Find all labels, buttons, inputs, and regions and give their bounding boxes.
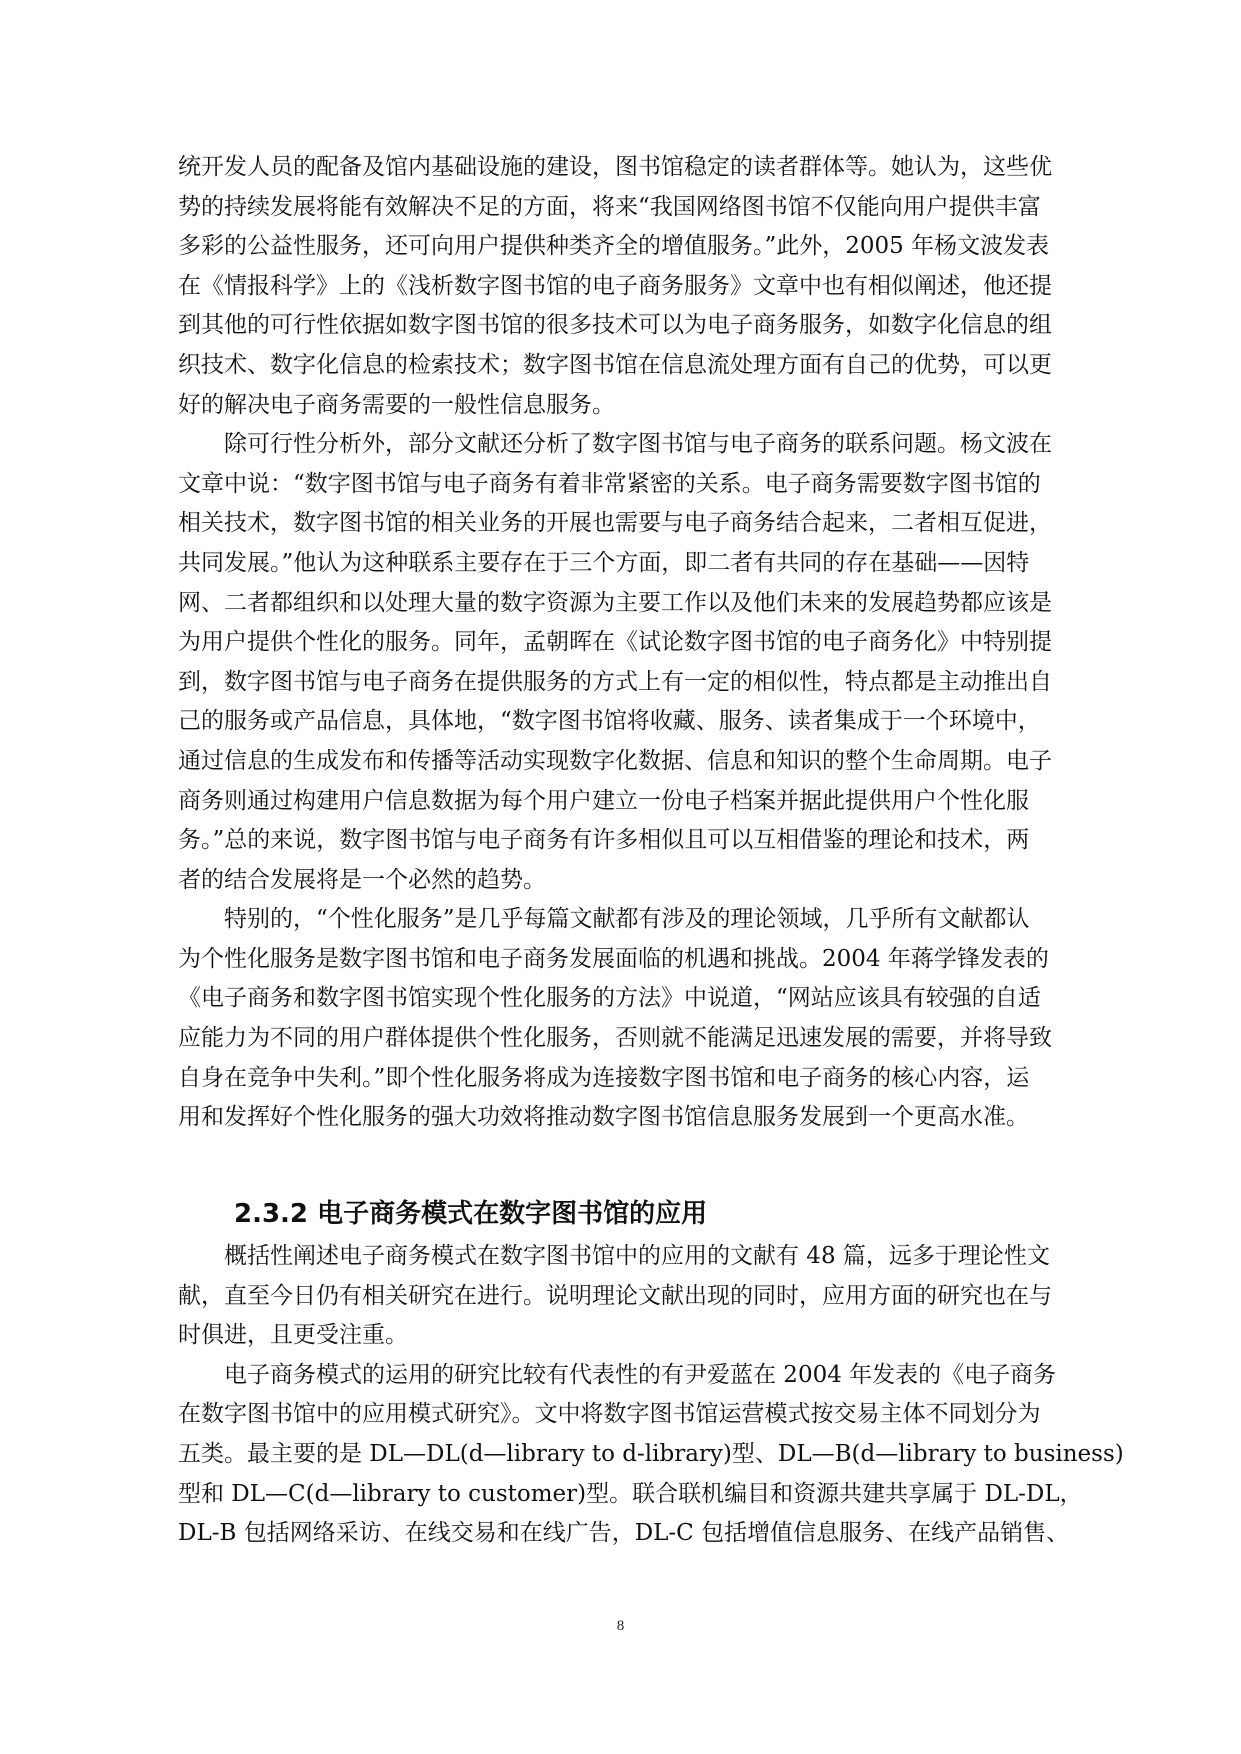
paragraph — [178, 900, 1118, 1138]
text-line: 织技术、数字化信息的检索技术；数字图书馆在信息流处理方面有自己的优势，可以更 — [178, 351, 1052, 378]
body-text-bottom — [178, 1237, 1124, 1554]
text-line: 特别的，“个性化服务”是几乎每篇文献都有涉及的理论领域，几乎所有文献都认 — [224, 906, 1030, 933]
text-line: 多彩的公益性服务，还可向用户提供种类齐全的增值服务。”此外，2005 年杨文波发表 — [178, 233, 1050, 260]
paragraph — [178, 1356, 1124, 1554]
text-line: 势的持续发展将能有效解决不足的方面，将来“我国网络图书馆不仅能向用户提供丰富 — [178, 193, 1041, 220]
text-line: 在《情报科学》上的《浅析数字图书馆的电子商务服务》文章中也有相似阐述，他还提 — [178, 272, 1052, 299]
text-line: 通过信息的生成发布和传播等活动实现数字化数据、信息和知识的整个生命周期。电子 — [178, 747, 1052, 774]
text-line: 务。”总的来说，数字图书馆与电子商务有许多相似且可以互相借鉴的理论和技术，两 — [178, 827, 1030, 854]
text-line: 用和发挥好个性化服务的强大功效将推动数字图书馆信息服务发展到一个更高水准。 — [178, 1104, 1029, 1131]
paragraph — [178, 148, 1118, 425]
section-heading: 2.3.2 电子商务模式在数字图书馆的应用 — [234, 1199, 708, 1229]
paragraph — [178, 1237, 1118, 1356]
text-line: 网、二者都组织和以处理大量的数字资源为主要工作以及他们未来的发展趋势都应该是 — [178, 589, 1052, 616]
text-line: 电子商务模式的运用的研究比较有代表性的有尹爱蓝在 2004 年发表的《电子商务 — [224, 1361, 1057, 1388]
text-line: 五类。最主要的是 DL—DL(d—library to d-library)型、DL—B(d—library to business) — [178, 1440, 1124, 1467]
text-line: 型和 DL—C(d—library to customer)型。联合联机编目和资源共建共享属于 DL-DL， — [178, 1480, 1083, 1507]
text-line: 到其他的可行性依据如数字图书馆的很多技术可以为电子商务服务，如数字化信息的组 — [178, 312, 1052, 339]
text-line: 《电子商务和数字图书馆实现个性化服务的方法》中说道，“网站应该具有较强的自适 — [178, 985, 1041, 1012]
body-text-top — [178, 148, 1118, 1138]
text-line: 己的服务或产品信息，具体地，“数字图书馆将收藏、服务、读者集成于一个环境中， — [178, 708, 1041, 735]
text-line: 共同发展。”他认为这种联系主要存在于三个方面，即二者有共同的存在基础——因特 — [178, 549, 1030, 576]
page-number: 8 — [616, 1618, 625, 1634]
text-line: 献，直至今日仍有相关研究在进行。说明理论文献出现的同时，应用方面的研究也在与 — [178, 1282, 1052, 1309]
text-line: 除可行性分析外，部分文献还分析了数字图书馆与电子商务的联系问题。杨文波在 — [224, 431, 1052, 458]
text-line: 在数字图书馆中的应用模式研究》。文中将数字图书馆运营模式按交易主体不同划分为 — [178, 1401, 1041, 1428]
paragraph — [178, 425, 1118, 900]
text-line: 时俱进，且更受注重。 — [178, 1322, 408, 1349]
text-line: 到，数字图书馆与电子商务在提供服务的方式上有一定的相似性，特点都是主动推出自 — [178, 668, 1052, 695]
text-line: 相关技术，数字图书馆的相关业务的开展也需要与电子商务结合起来，二者相互促进， — [178, 510, 1052, 537]
text-line: 为用户提供个性化的服务。同年，孟朝晖在《试论数字图书馆的电子商务化》中特别提 — [178, 629, 1052, 656]
text-line: 概括性阐述电子商务模式在数字图书馆中的应用的文献有 48 篇，远多于理论性文 — [224, 1243, 1050, 1269]
text-line: 好的解决电子商务需要的一般性信息服务。 — [178, 391, 615, 418]
text-line: 者的结合发展将是一个必然的趋势。 — [178, 866, 546, 893]
text-line: 商务则通过构建用户信息数据为每个用户建立一份电子档案并据此提供用户个性化服 — [178, 787, 1029, 814]
text-line: 统开发人员的配备及馆内基础设施的建设，图书馆稳定的读者群体等。她认为，这些优 — [178, 154, 1052, 180]
text-line: DL-B 包括网络采访、在线交易和在线广告，DL-C 包括增值信息服务、在线产品销售、 — [178, 1520, 1070, 1547]
text-line: 应能力为不同的用户群体提供个性化服务，否则就不能满足迅速发展的需要，并将导致 — [178, 1025, 1052, 1052]
text-line: 文章中说：“数字图书馆与电子商务有着非常紧密的关系。电子商务需要数字图书馆的 — [178, 470, 1041, 497]
text-line: 为个性化服务是数字图书馆和电子商务发展面临的机遇和挑战。2004 年蒋学锋发表的 — [178, 945, 1049, 972]
text-line: 自身在竞争中失利。”即个性化服务将成为连接数字图书馆和电子商务的核心内容，运 — [178, 1064, 1030, 1091]
